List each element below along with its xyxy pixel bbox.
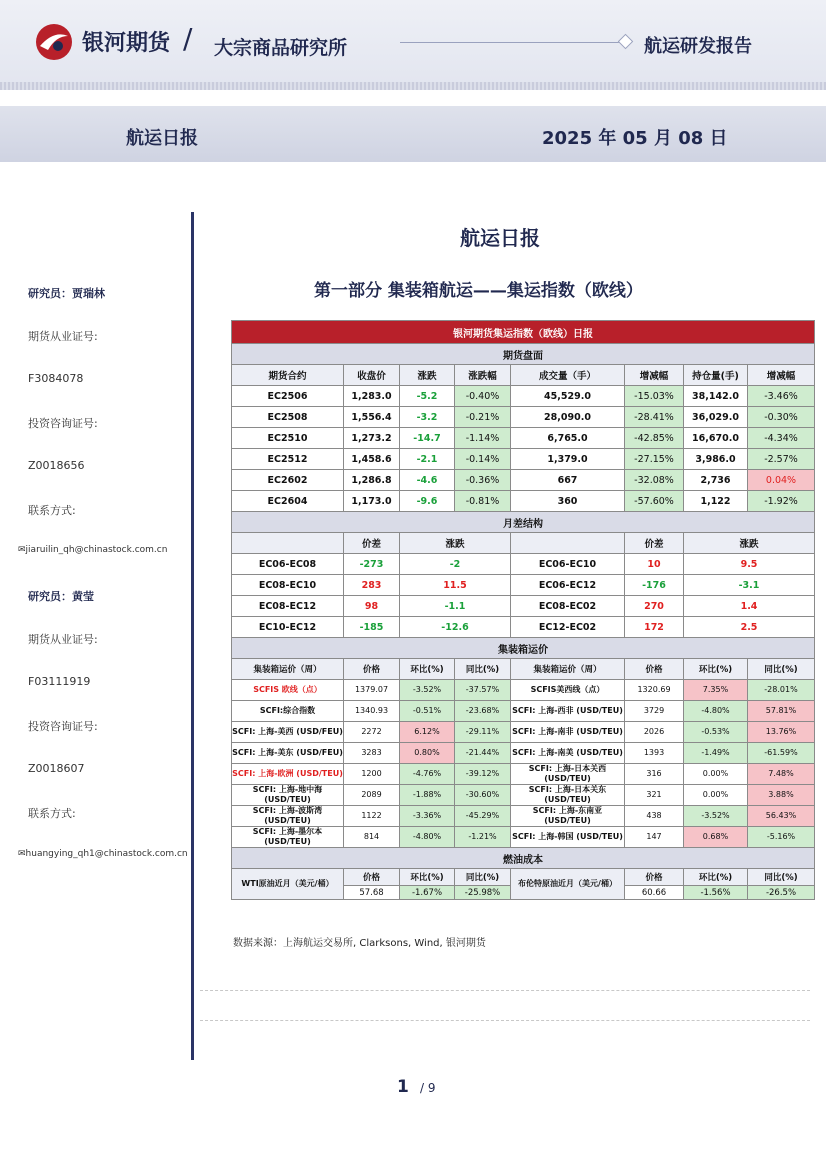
freight-header: 价格 bbox=[625, 659, 684, 680]
spread-header-blank bbox=[232, 533, 344, 554]
page-total: / 9 bbox=[420, 1081, 436, 1095]
fuel-mom: -1.67% bbox=[400, 886, 455, 900]
analyst-1-advisor-label: 投资咨询证号: bbox=[28, 417, 98, 430]
freight-yoy: -1.21% bbox=[455, 827, 511, 848]
spread-change: -2 bbox=[400, 554, 511, 575]
futures-volume: 667 bbox=[511, 470, 625, 491]
fuel-name-brent: 布伦特原油近月（美元/桶） bbox=[511, 869, 625, 900]
freight-name: SCFI: 上海-日本关东 (USD/TEU) bbox=[511, 785, 625, 806]
fuel-price: 60.66 bbox=[625, 886, 684, 900]
freight-yoy: -45.29% bbox=[455, 806, 511, 827]
freight-header: 同比(%) bbox=[748, 659, 815, 680]
futures-change-pct: -0.36% bbox=[455, 470, 511, 491]
band-title: 航运日报 bbox=[126, 128, 198, 149]
futures-volume-pct: -42.85% bbox=[625, 428, 684, 449]
futures-volume: 1,379.0 bbox=[511, 449, 625, 470]
futures-change: -14.7 bbox=[400, 428, 455, 449]
futures-oi: 36,029.0 bbox=[684, 407, 748, 428]
freight-price: 1379.07 bbox=[344, 680, 400, 701]
analyst-2-email-text: huangying_qh1@chinastock.com.cn bbox=[25, 849, 188, 859]
fuel-section-title: 燃油成本 bbox=[232, 848, 815, 869]
analyst-2-contact-label: 联系方式: bbox=[28, 807, 76, 820]
freight-yoy: 3.88% bbox=[748, 785, 815, 806]
spread-header-blank bbox=[511, 533, 625, 554]
fuel-header: 价格 bbox=[625, 869, 684, 886]
freight-name: SCFI: 上海-东南亚 (USD/TEU) bbox=[511, 806, 625, 827]
futures-change: -4.6 bbox=[400, 470, 455, 491]
futures-section-title: 期货盘面 bbox=[232, 344, 815, 365]
freight-price: 3729 bbox=[625, 701, 684, 722]
freight-mom: -4.80% bbox=[684, 701, 748, 722]
header-divider bbox=[400, 42, 620, 43]
spread-header: 价差 bbox=[344, 533, 400, 554]
part-title: 第一部分 集装箱航运——集运指数（欧线） bbox=[314, 281, 643, 301]
fuel-price: 57.68 bbox=[344, 886, 400, 900]
futures-oi-pct: -2.57% bbox=[748, 449, 815, 470]
futures-volume-pct: -57.60% bbox=[625, 491, 684, 512]
fuel-yoy: -25.98% bbox=[455, 886, 511, 900]
freight-price: 1340.93 bbox=[344, 701, 400, 722]
futures-volume: 45,529.0 bbox=[511, 386, 625, 407]
futures-close: 1,283.0 bbox=[344, 386, 400, 407]
spread-change: 2.5 bbox=[684, 617, 815, 638]
brand-name: 银河期货 bbox=[82, 31, 171, 56]
dashed-divider bbox=[200, 1020, 810, 1022]
futures-change-pct: -0.14% bbox=[455, 449, 511, 470]
futures-header: 涨跌 bbox=[400, 365, 455, 386]
freight-yoy: -28.01% bbox=[748, 680, 815, 701]
freight-mom: -4.80% bbox=[400, 827, 455, 848]
freight-yoy: -39.12% bbox=[455, 764, 511, 785]
freight-header: 环比(%) bbox=[400, 659, 455, 680]
freight-mom: -3.36% bbox=[400, 806, 455, 827]
freight-name: SCFI:综合指数 bbox=[232, 701, 344, 722]
freight-name: SCFI: 上海-地中海 (USD/TEU) bbox=[232, 785, 344, 806]
freight-name: SCFI: 上海-西非 (USD/TEU) bbox=[511, 701, 625, 722]
futures-header: 增减幅 bbox=[625, 365, 684, 386]
analyst-1-email[interactable] bbox=[18, 545, 167, 555]
futures-contract: EC2602 bbox=[232, 470, 344, 491]
spread-header: 涨跌 bbox=[400, 533, 511, 554]
spread-change: 9.5 bbox=[684, 554, 815, 575]
ec-index-table bbox=[231, 320, 815, 900]
fuel-header: 环比(%) bbox=[684, 869, 748, 886]
freight-price: 3283 bbox=[344, 743, 400, 764]
fuel-header: 同比(%) bbox=[455, 869, 511, 886]
freight-header: 集装箱运价（周） bbox=[511, 659, 625, 680]
freight-mom: 7.35% bbox=[684, 680, 748, 701]
mail-icon: ✉ bbox=[18, 545, 26, 555]
report-type: 航运研发报告 bbox=[644, 36, 752, 57]
futures-change: -9.6 bbox=[400, 491, 455, 512]
analyst-1-license: F3084078 bbox=[28, 372, 84, 385]
futures-contract: EC2510 bbox=[232, 428, 344, 449]
spread-value: 10 bbox=[625, 554, 684, 575]
spread-change: -3.1 bbox=[684, 575, 815, 596]
freight-name: SCFI: 上海-欧洲 (USD/TEU) bbox=[232, 764, 344, 785]
spread-name: EC06-EC10 bbox=[511, 554, 625, 575]
freight-yoy: 7.48% bbox=[748, 764, 815, 785]
freight-section-title: 集装箱运价 bbox=[232, 638, 815, 659]
spread-value: 283 bbox=[344, 575, 400, 596]
spread-change: -12.6 bbox=[400, 617, 511, 638]
futures-oi: 3,986.0 bbox=[684, 449, 748, 470]
analyst-1-advisor: Z0018656 bbox=[28, 459, 85, 472]
freight-price: 438 bbox=[625, 806, 684, 827]
futures-close: 1,556.4 bbox=[344, 407, 400, 428]
fuel-yoy: -26.5% bbox=[748, 886, 815, 900]
freight-yoy: -37.57% bbox=[455, 680, 511, 701]
freight-name: SCFI: 上海-南美 (USD/TEU) bbox=[511, 743, 625, 764]
page-header bbox=[0, 0, 826, 90]
freight-mom: 6.12% bbox=[400, 722, 455, 743]
freight-mom: 0.00% bbox=[684, 764, 748, 785]
spread-name: EC08-EC12 bbox=[232, 596, 344, 617]
freight-price: 2026 bbox=[625, 722, 684, 743]
spread-name: EC08-EC02 bbox=[511, 596, 625, 617]
freight-yoy: 56.43% bbox=[748, 806, 815, 827]
futures-change-pct: -0.21% bbox=[455, 407, 511, 428]
dashed-divider bbox=[200, 990, 810, 992]
futures-oi-pct: -4.34% bbox=[748, 428, 815, 449]
futures-close: 1,286.8 bbox=[344, 470, 400, 491]
freight-header: 集装箱运价（周） bbox=[232, 659, 344, 680]
futures-oi: 38,142.0 bbox=[684, 386, 748, 407]
freight-yoy: -61.59% bbox=[748, 743, 815, 764]
page-number: 1 bbox=[397, 1077, 409, 1097]
fuel-mom: -1.56% bbox=[684, 886, 748, 900]
freight-mom: 0.68% bbox=[684, 827, 748, 848]
spread-value: -176 bbox=[625, 575, 684, 596]
spread-name: EC06-EC12 bbox=[511, 575, 625, 596]
spread-change: 11.5 bbox=[400, 575, 511, 596]
freight-price: 2089 bbox=[344, 785, 400, 806]
futures-volume: 28,090.0 bbox=[511, 407, 625, 428]
freight-mom: -0.51% bbox=[400, 701, 455, 722]
futures-close: 1,273.2 bbox=[344, 428, 400, 449]
futures-contract: EC2508 bbox=[232, 407, 344, 428]
fuel-header: 环比(%) bbox=[400, 869, 455, 886]
analyst-2-name: 研究员：黄莹 bbox=[28, 590, 94, 603]
freight-price: 814 bbox=[344, 827, 400, 848]
futures-volume-pct: -27.15% bbox=[625, 449, 684, 470]
futures-volume: 360 bbox=[511, 491, 625, 512]
spread-value: -185 bbox=[344, 617, 400, 638]
analyst-2-advisor-label: 投资咨询证号: bbox=[28, 720, 98, 733]
futures-change: -2.1 bbox=[400, 449, 455, 470]
freight-mom: -1.49% bbox=[684, 743, 748, 764]
freight-name: SCFI: 上海-韩国 (USD/TEU) bbox=[511, 827, 625, 848]
freight-yoy: 57.81% bbox=[748, 701, 815, 722]
freight-name: SCFI: 上海-美西 (USD/FEU) bbox=[232, 722, 344, 743]
spread-name: EC06-EC08 bbox=[232, 554, 344, 575]
futures-volume-pct: -28.41% bbox=[625, 407, 684, 428]
spread-change: -1.1 bbox=[400, 596, 511, 617]
futures-header: 增减幅 bbox=[748, 365, 815, 386]
futures-header: 收盘价 bbox=[344, 365, 400, 386]
analyst-1-email-text: jiaruilin_qh@chinastock.com.cn bbox=[25, 545, 168, 555]
futures-change: -5.2 bbox=[400, 386, 455, 407]
spread-change: 1.4 bbox=[684, 596, 815, 617]
futures-contract: EC2512 bbox=[232, 449, 344, 470]
spread-value: 270 bbox=[625, 596, 684, 617]
freight-name: SCFI: 上海-日本关西 (USD/TEU) bbox=[511, 764, 625, 785]
spread-name: EC12-EC02 bbox=[511, 617, 625, 638]
analyst-2-license: F03111919 bbox=[28, 675, 91, 688]
analyst-2-license-label: 期货从业证号: bbox=[28, 633, 98, 646]
freight-mom: -0.53% bbox=[684, 722, 748, 743]
futures-volume: 6,765.0 bbox=[511, 428, 625, 449]
analyst-2-advisor: Z0018607 bbox=[28, 762, 85, 775]
analyst-1-name: 研究员：贾瑞林 bbox=[28, 287, 105, 300]
analyst-1-contact-label: 联系方式: bbox=[28, 504, 76, 517]
futures-oi: 16,670.0 bbox=[684, 428, 748, 449]
header-stripe bbox=[0, 82, 826, 90]
futures-change-pct: -0.40% bbox=[455, 386, 511, 407]
futures-header: 持仓量(手) bbox=[684, 365, 748, 386]
header-slash: / bbox=[183, 22, 193, 55]
spread-header: 价差 bbox=[625, 533, 684, 554]
sidebar-divider bbox=[191, 212, 194, 1060]
freight-name: SCFI: 上海-美东 (USD/FEU) bbox=[232, 743, 344, 764]
freight-header: 价格 bbox=[344, 659, 400, 680]
futures-oi-pct: -1.92% bbox=[748, 491, 815, 512]
fuel-header: 同比(%) bbox=[748, 869, 815, 886]
freight-price: 1200 bbox=[344, 764, 400, 785]
futures-change-pct: -1.14% bbox=[455, 428, 511, 449]
freight-mom: 0.80% bbox=[400, 743, 455, 764]
table-caption: 银河期货集运指数（欧线）日报 bbox=[232, 321, 815, 344]
freight-name: SCFI: 上海-南非 (USD/TEU) bbox=[511, 722, 625, 743]
fuel-name-wti: WTI原油近月（美元/桶） bbox=[232, 869, 344, 900]
freight-price: 1122 bbox=[344, 806, 400, 827]
freight-header: 环比(%) bbox=[684, 659, 748, 680]
galaxy-logo-icon bbox=[34, 22, 74, 62]
futures-oi: 2,736 bbox=[684, 470, 748, 491]
futures-contract: EC2506 bbox=[232, 386, 344, 407]
freight-mom: -3.52% bbox=[400, 680, 455, 701]
spread-value: -273 bbox=[344, 554, 400, 575]
futures-header: 成交量（手） bbox=[511, 365, 625, 386]
freight-price: 147 bbox=[625, 827, 684, 848]
freight-mom: -4.76% bbox=[400, 764, 455, 785]
freight-name: SCFIS美西线（点） bbox=[511, 680, 625, 701]
freight-mom: 0.00% bbox=[684, 785, 748, 806]
spread-value: 172 bbox=[625, 617, 684, 638]
freight-header: 同比(%) bbox=[455, 659, 511, 680]
futures-volume-pct: -32.08% bbox=[625, 470, 684, 491]
analyst-2-email[interactable] bbox=[18, 849, 188, 859]
freight-yoy: -30.60% bbox=[455, 785, 511, 806]
spread-name: EC10-EC12 bbox=[232, 617, 344, 638]
futures-close: 1,173.0 bbox=[344, 491, 400, 512]
futures-change-pct: -0.81% bbox=[455, 491, 511, 512]
spread-name: EC08-EC10 bbox=[232, 575, 344, 596]
futures-header: 期货合约 bbox=[232, 365, 344, 386]
futures-oi-pct: -3.46% bbox=[748, 386, 815, 407]
freight-price: 321 bbox=[625, 785, 684, 806]
futures-oi-pct: -0.30% bbox=[748, 407, 815, 428]
freight-name: SCFIS 欧线（点） bbox=[232, 680, 344, 701]
spread-header: 涨跌 bbox=[684, 533, 815, 554]
freight-yoy: -23.68% bbox=[455, 701, 511, 722]
institute-name: 大宗商品研究所 bbox=[214, 37, 348, 59]
freight-name: SCFI: 上海-波斯湾 (USD/TEU) bbox=[232, 806, 344, 827]
freight-price: 316 bbox=[625, 764, 684, 785]
freight-price: 2272 bbox=[344, 722, 400, 743]
futures-header: 涨跌幅 bbox=[455, 365, 511, 386]
futures-change: -3.2 bbox=[400, 407, 455, 428]
freight-yoy: -5.16% bbox=[748, 827, 815, 848]
data-source: 数据来源：上海航运交易所, Clarksons, Wind, 银河期货 bbox=[233, 938, 486, 949]
mail-icon: ✉ bbox=[18, 849, 26, 859]
report-date: 2025 年 05 月 08 日 bbox=[542, 128, 728, 149]
freight-yoy: 13.76% bbox=[748, 722, 815, 743]
futures-close: 1,458.6 bbox=[344, 449, 400, 470]
freight-mom: -3.52% bbox=[684, 806, 748, 827]
diamond-icon bbox=[618, 34, 634, 50]
futures-oi-pct: 0.04% bbox=[748, 470, 815, 491]
futures-oi: 1,122 bbox=[684, 491, 748, 512]
main-title: 航运日报 bbox=[460, 226, 540, 250]
analyst-1-license-label: 期货从业证号: bbox=[28, 330, 98, 343]
freight-yoy: -29.11% bbox=[455, 722, 511, 743]
spread-value: 98 bbox=[344, 596, 400, 617]
futures-contract: EC2604 bbox=[232, 491, 344, 512]
spread-section-title: 月差结构 bbox=[232, 512, 815, 533]
fuel-header: 价格 bbox=[344, 869, 400, 886]
freight-yoy: -21.44% bbox=[455, 743, 511, 764]
freight-price: 1320.69 bbox=[625, 680, 684, 701]
freight-price: 1393 bbox=[625, 743, 684, 764]
freight-name: SCFI: 上海-墨尔本 (USD/TEU) bbox=[232, 827, 344, 848]
futures-volume-pct: -15.03% bbox=[625, 386, 684, 407]
freight-mom: -1.88% bbox=[400, 785, 455, 806]
